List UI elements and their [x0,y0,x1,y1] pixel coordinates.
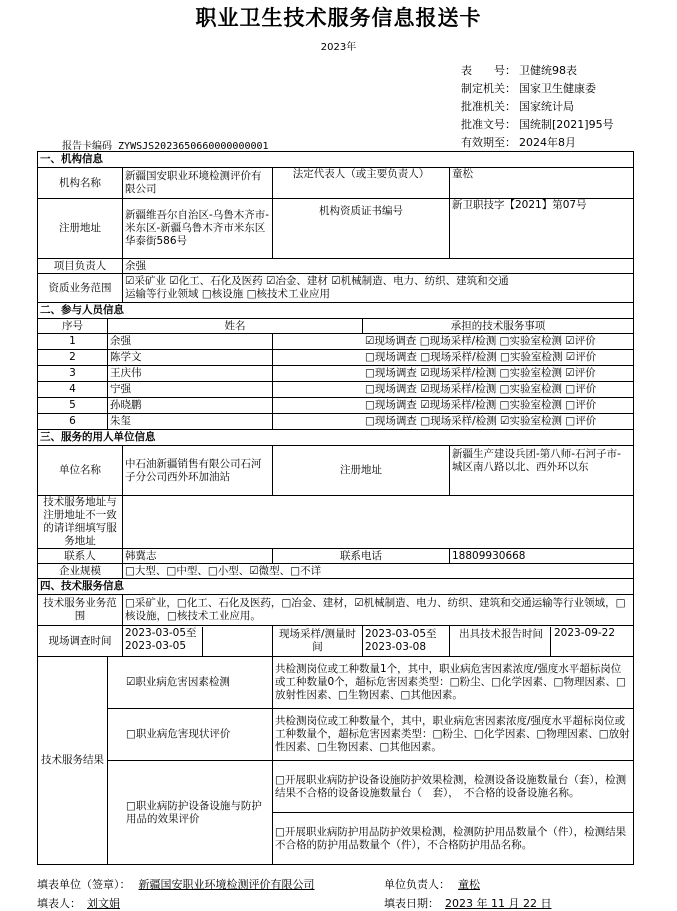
pm-label: 项目负责人 [38,259,123,274]
cert-label: 机构资质证书编号 [273,199,450,259]
sample-time: 2023-03-05至2023-03-08 [365,628,437,653]
phone-label: 联系电话 [273,549,450,564]
client-address: 新疆生产建设兵团-第八师-石河子市-城区南八路以北、西外环以东 [450,446,634,496]
company-size: □大型、□中型、□小型、☑微型、□不详 [123,564,634,579]
result-label: 技术服务结果 [38,657,108,865]
form-meta [461,62,614,152]
org-address-label: 注册地址 [38,199,123,259]
col-no: 序号 [38,319,108,334]
survey-time: 2023-03-05至2023-03-05 [125,627,203,656]
phone: 18809930668 [450,549,634,564]
sample-time-label: 现场采样/测量时间 [273,626,363,657]
client-name-label: 单位名称 [38,446,123,496]
survey-time-label: 现场调查时间 [38,626,123,657]
result-3a: □开展职业病防护设备设施防护效果检测，检测设备设施数量台（套），检测结果不合格的设备设施数量台（ 套）， 不合格的设备设施名称。 [273,761,634,813]
page-title: 职业卫生技术服务信息报送卡 [195,5,482,30]
client-name: 中石油新疆销售有限公司石河子分公司西外环加油站 [123,446,273,496]
info-table [37,151,634,865]
org-name-label: 机构名称 [38,168,123,199]
table-row: 1 余强 ☑现场调查 □现场采样/检测 □实验室检测 ☑评价 [38,334,634,350]
result-1-label: ☑职业病危害因素检测 [108,657,273,709]
org-name: 新疆国安职业环境检测评价有限公司 [123,168,273,199]
table-row: 4 宁强 □现场调查 ☑现场采样/检测 □实验室检测 □评价 [38,382,634,398]
col-name: 姓名 [108,319,363,334]
report-year: 2023年 [320,42,357,53]
result-3b: □开展职业病防护用品防护效果检测，检测防护用品数量个（件），检测结果不合格的防护用品数量个（件），不合格防护用品名称。 [273,813,634,865]
legal-rep-label: 法定代表人（或主要负责人） [273,168,450,199]
scope-label: 资质业务范围 [38,274,123,303]
section-staff-header: 二、参与人员信息 [38,303,634,319]
meta-row: 批准机关： 国家统计局 [461,100,574,113]
sample-time-cell [363,626,450,657]
legal-rep: 童松 [450,168,634,199]
contact: 韩冀志 [123,549,273,564]
survey-time-cell [123,626,273,657]
table-row: 6 朱玺 □现场调查 □现场采样/检测 ☑实验室检测 □评价 [38,414,634,430]
table-row: 3 王庆伟 □现场调查 ☑现场采样/检测 □实验室检测 ☑评价 [38,366,634,382]
col-services: 承担的技术服务事项 [363,319,634,334]
meta-row: 表 号： 卫健统98表 [461,64,577,77]
table-row: 5 孙晓鹏 □现场调查 ☑现场采样/检测 □实验室检测 □评价 [38,398,634,414]
table-row: 2 陈学文 □现场调查 □现场采样/检测 □实验室检测 ☑评价 [38,350,634,366]
service-address [123,496,634,549]
section-service-header: 四、技术服务信息 [38,579,634,595]
section-client-header: 三、服务的用人单位信息 [38,430,634,446]
pm: 余强 [123,259,634,274]
service-scope-label: 技术服务业务范围 [38,595,123,626]
cert-number: 新卫职技字【2021】第07号 [450,199,634,259]
service-scope: □采矿业，□化工、石化及医药，□冶金、建材，☑机械制造、电力、纺织、建筑和交通运输等行业领域，□核设施，□核技术工业应用。 [123,595,634,626]
section-org-header: 一、机构信息 [38,152,634,168]
service-address-label: 技术服务地址与注册地址不一致的请详细填写服务地址 [38,496,123,549]
result-1: 共检测岗位或工种数量1个，其中，职业病危害因素浓度/强度水平超标岗位或工种数量0个，超标危害因素类型：□粉尘、□化学因素、□物理因素、□放射性因素、□生物因素、□其他因素。 [273,657,634,709]
report-time-cell [450,626,634,657]
footer-unit: 填表单位（签章）： 新疆国安职业环境检测评价有限公司 [37,878,315,891]
report-time-label: 出具技术报告时间 [452,627,551,656]
footer-filler: 填表人： 刘文娟 [37,897,120,910]
org-address: 新疆维吾尔自治区-乌鲁木齐市-米东区-新疆乌鲁木齐市米东区华泰街586号 [123,199,273,259]
result-3-label: □职业病防护设备设施与防护用品的效果评价 [108,761,273,865]
company-size-label: 企业规模 [38,564,123,579]
meta-row: 批准文号： 国统制[2021]95号 [461,118,614,131]
report-number: 报告卡编码 ZYWSJS2023650660000000001 [62,141,269,152]
result-2: 共检测岗位或工种数量个，其中，职业病危害因素浓度/强度水平超标岗位或工种数量个，超标危害因素类型：□粉尘、□化学因素、□物理因素、□放射性因素、□生物因素、□其他因素。 [273,709,634,761]
footer-leader: 单位负责人： 童松 [384,878,480,891]
meta-row: 制定机关： 国家卫生健康委 [461,82,596,95]
result-2-label: □职业病危害现状评价 [108,709,273,761]
qualification-scope: ☑采矿业 ☑化工、石化及医药 ☑冶金、建材 ☑机械制造、电力、纺织、建筑和交通 运输等行业领域 □核设施 □核技术工业应用 [123,274,634,303]
meta-row: 有效期至： 2024年8月 [461,136,576,149]
footer-date: 填表日期： 2023 年 11 月 22 日 [384,897,552,910]
contact-label: 联系人 [38,549,123,564]
client-address-label: 注册地址 [273,446,450,496]
report-time: 2023-09-22 [554,626,616,639]
